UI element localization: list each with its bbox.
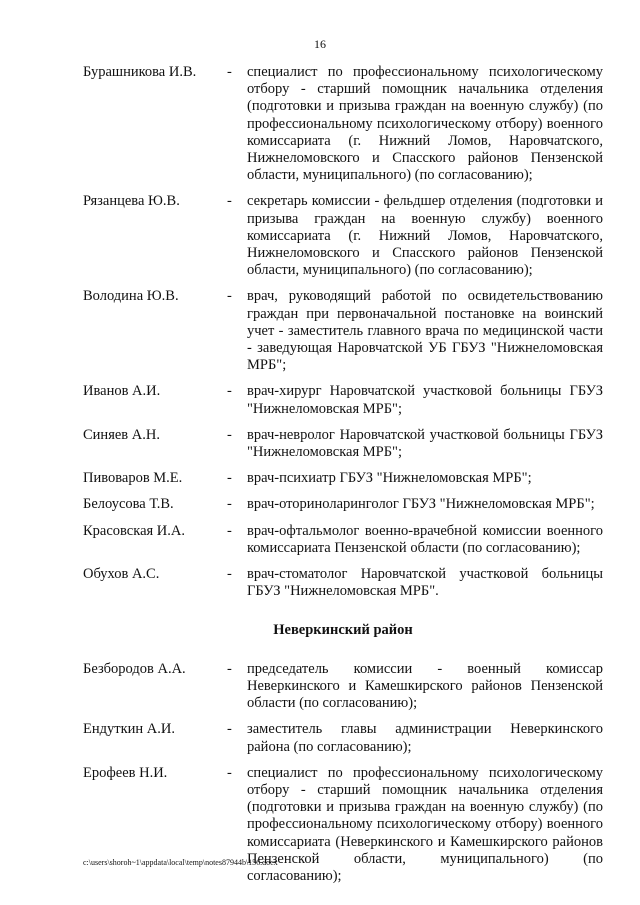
person-role: врач-психиатр ГБУЗ "Нижнеломовская МРБ"; <box>247 470 532 487</box>
person-name: Иванов А.И. <box>83 383 161 400</box>
list-item <box>83 470 603 487</box>
person-name: Рязанцева Ю.В. <box>83 193 180 210</box>
person-role: врач-невролог Наровчатской участковой больницы ГБУЗ "Нижнеломовская МРБ"; <box>247 426 603 461</box>
list-item <box>83 288 603 374</box>
list-item <box>83 427 603 461</box>
person-role: врач-хирург Наровчатской участковой больницы ГБУЗ "Нижнеломовская МРБ"; <box>247 383 603 417</box>
person-name: Белоусова Т.В. <box>83 496 174 513</box>
dash-separator: - <box>227 496 232 513</box>
dash-separator: - <box>227 470 232 487</box>
person-name: Безбородов А.А. <box>83 660 186 677</box>
dash-separator: - <box>227 426 232 443</box>
person-role: врач-оториноларинголог ГБУЗ "Нижнеломовская МРБ"; <box>247 496 595 513</box>
person-role: специалист по профессиональному психологическому отбору - старший помощник начальника отделения (подготовки и призыва граждан на военную службу) (по профессиональному психологическому отбору) военного комиссариата (Неверкинского и Камешкирского районов Пензенской области, муниципального) (по согласованию); <box>247 764 603 884</box>
dash-separator: - <box>227 288 232 305</box>
person-role: председатель комиссии - военный комиссар Неверкинского и Камешкирского районов Пензенской области (по согласованию); <box>247 660 603 712</box>
list-item <box>83 193 603 279</box>
dash-separator: - <box>227 721 232 738</box>
list-item <box>83 661 603 713</box>
list-item <box>83 566 603 600</box>
person-name: Пивоваров М.Е. <box>83 470 183 487</box>
dash-separator: - <box>227 64 232 80</box>
dash-separator: - <box>227 383 232 400</box>
person-name: Володина Ю.В. <box>83 288 179 305</box>
dash-separator: - <box>227 522 232 539</box>
dash-separator: - <box>227 764 232 781</box>
person-role: врач-стоматолог Наровчатской участковой больницы ГБУЗ "Нижнеломовская МРБ". <box>247 566 603 600</box>
person-name: Ендуткин А.И. <box>83 721 175 738</box>
person-name: Бурашникова И.В. <box>83 64 197 80</box>
person-role: врач, руководящий работой по освидетельствованию граждан при первоначальной постановке на воинский учет - заместитель главного врача по медицинской части - заведующая Наровчатской УБ ГБУЗ "Нижнеломовская МРБ"; <box>247 288 603 374</box>
person-name: Ерофеев Н.И. <box>83 764 168 781</box>
section-heading: Неверкинский район <box>273 622 413 639</box>
person-role: врач-офтальмолог военно-врачебной комиссии военного комиссариата Пензенской области (по согласованию); <box>247 522 603 556</box>
page-number: 16 <box>314 37 326 51</box>
list-item <box>83 523 603 557</box>
dash-separator: - <box>227 660 232 677</box>
person-role: специалист по профессиональному психологическому отбору - старший помощник начальника отделения (подготовки и призыва граждан на военную службу) (по профессиональному психологическому отбору) военного комиссариата (г. Нижний Ломов, Наровчатского, Нижнеломовского и Спасского районов Пензенской области, муниципального) (по согласованию); <box>247 64 603 184</box>
list-item <box>83 765 603 885</box>
list-item <box>83 721 603 755</box>
list-item <box>83 64 603 184</box>
list-item <box>83 383 603 417</box>
person-name: Обухов А.С. <box>83 566 160 583</box>
dash-separator: - <box>227 193 232 210</box>
person-name: Синяев А.Н. <box>83 426 160 443</box>
person-name: Красовская И.А. <box>83 522 185 539</box>
footer-file-path: c:\users\shoroh~1\appdata\local\temp\notes87944b\156.docx <box>83 858 278 867</box>
list-item <box>83 496 603 513</box>
document-body <box>83 64 603 894</box>
dash-separator: - <box>227 566 232 583</box>
person-role: секретарь комиссии - фельдшер отделения (подготовки и призыва граждан на военную службу) военного комиссариата (г. Нижний Ломов, Наровчатского, Нижнеломовского и Спасского районов Пензенской области, муниципального) (по согласованию); <box>247 193 603 279</box>
person-role: заместитель главы администрации Неверкинского района (по согласованию); <box>247 721 603 755</box>
